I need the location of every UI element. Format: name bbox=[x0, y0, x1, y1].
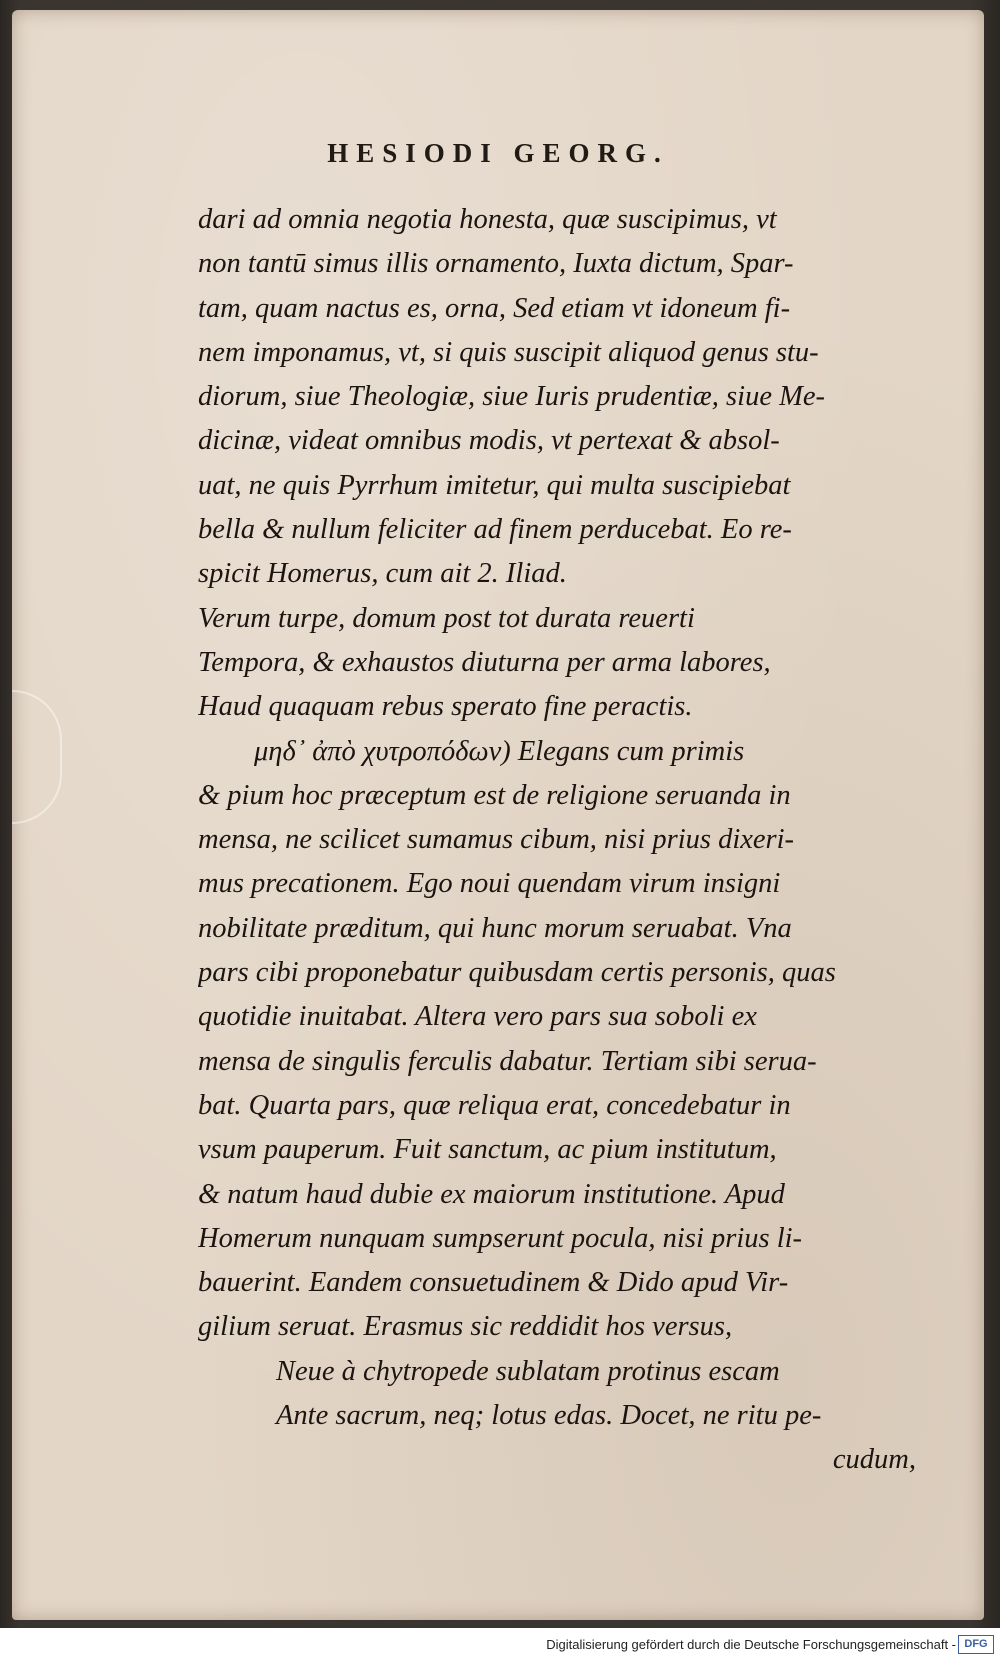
book-page bbox=[12, 10, 984, 1620]
text-line: gilium seruat. Erasmus sic reddidit hos versus, bbox=[198, 1311, 733, 1343]
text-line: spicit Homerus, cum ait 2. Iliad. bbox=[198, 558, 567, 590]
text-line: & natum haud dubie ex maiorum institutione. Apud bbox=[198, 1178, 785, 1210]
text-line: bauerint. Eandem consuetudinem & Dido apud Vir- bbox=[198, 1267, 789, 1299]
digitization-footer bbox=[0, 1628, 1000, 1660]
text-line: tam, quam nactus es, orna, Sed etiam vt idoneum fi- bbox=[198, 292, 791, 324]
text-line: dari ad omnia negotia honesta, quæ suscipimus, vt bbox=[198, 204, 777, 235]
text-line: & pium hoc præceptum est de religione seruanda in bbox=[198, 779, 791, 811]
text-line: nobilitate præditum, qui hunc morum seruabat. Vna bbox=[198, 912, 792, 944]
dfg-logo: DFG bbox=[958, 1635, 994, 1654]
text-line: Homerum nunquam sumpserunt pocula, nisi prius li- bbox=[198, 1222, 803, 1254]
text-line: bat. Quarta pars, quæ reliqua erat, concedebatur in bbox=[198, 1089, 791, 1121]
verse-line: Verum turpe, domum post tot durata reuerti bbox=[198, 602, 695, 634]
text-line: dicinæ, videat omnibus modis, vt pertexat & absol- bbox=[198, 425, 780, 457]
text-line: mensa, ne scilicet sumamus cibum, nisi prius dixeri- bbox=[198, 824, 795, 856]
text-line: vsum pauperum. Fuit sanctum, ac pium institutum, bbox=[198, 1134, 777, 1166]
text-line: pars cibi proponebatur quibusdam certis personis, quas bbox=[198, 957, 836, 989]
verse-line: Ante sacrum, neq; lotus edas. Docet, ne ritu pe- bbox=[276, 1400, 822, 1432]
page-edge-mark bbox=[12, 690, 62, 824]
text-line: mus precationem. Ego noui quendam virum insigni bbox=[198, 868, 781, 900]
greek-lemma-line: μηδ᾽ ἀπὸ χυτροπόδων) Elegans cum primis bbox=[254, 735, 745, 767]
text-line: uat, ne quis Pyrrhum imitetur, qui multa suscipiebat bbox=[198, 469, 791, 501]
text-line: diorum, siue Theologiæ, siue Iuris prudentiæ, siue Me- bbox=[198, 381, 825, 413]
text-line: mensa de singulis ferculis dabatur. Tertiam sibi serua- bbox=[198, 1045, 817, 1077]
text-line: bella & nullum feliciter ad finem perducebat. Eo re- bbox=[198, 514, 792, 546]
text-line: non tantū simus illis ornamento, Iuxta dictum, Spar- bbox=[198, 248, 794, 280]
text-line: quotidie inuitabat. Altera vero pars sua soboli ex bbox=[198, 1001, 757, 1033]
text-line: nem imponamus, vt, si quis suscipit aliquod genus stu- bbox=[198, 336, 819, 368]
verse-line: Tempora, & exhaustos diuturna per arma labores, bbox=[198, 646, 771, 678]
running-header: HESIODI GEORG. bbox=[327, 138, 669, 168]
funding-credit: Digitalisierung gefördert durch die Deutsche Forschungsgemeinschaft - bbox=[546, 1637, 956, 1652]
verse-line: Neue à chytropede sublatam protinus escam bbox=[276, 1355, 780, 1387]
body-text bbox=[198, 198, 928, 1483]
verse-line: Haud quaquam rebus sperato fine peractis. bbox=[198, 691, 693, 723]
catchword: cudum, bbox=[832, 1444, 916, 1476]
